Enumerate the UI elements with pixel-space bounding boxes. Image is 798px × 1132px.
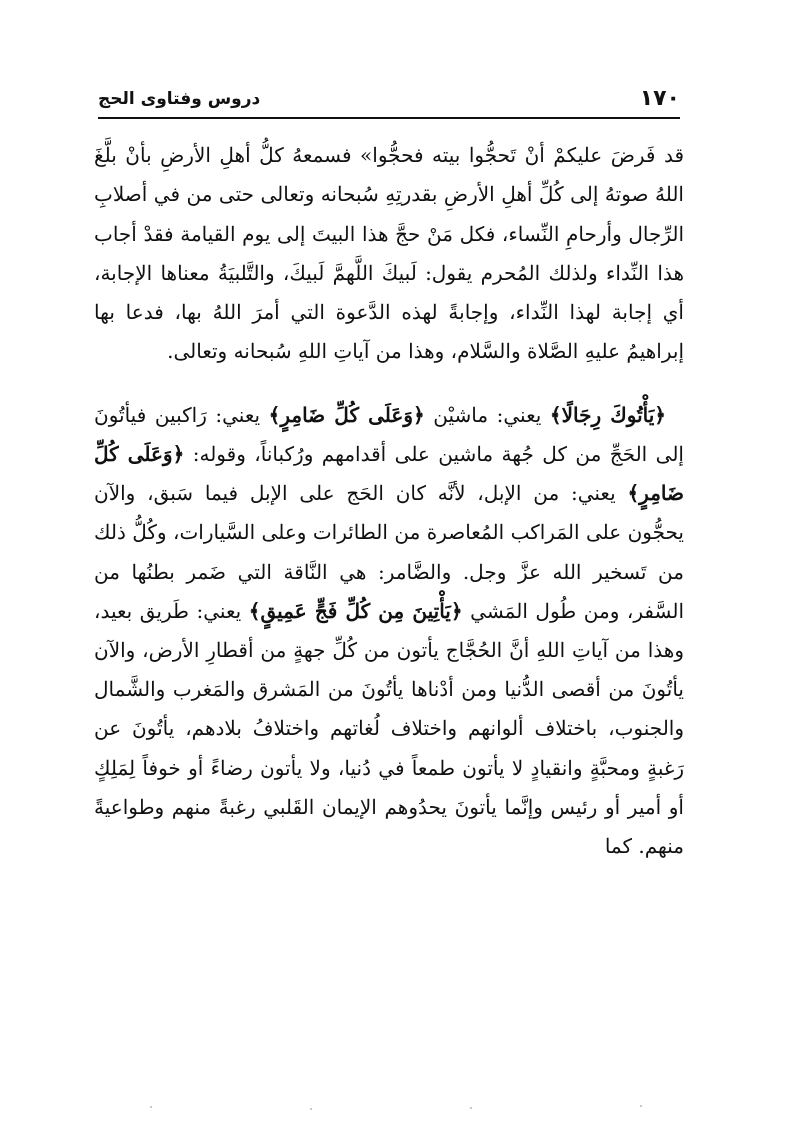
scan-speck — [640, 1105, 642, 1107]
paragraph-text: يعني: من الإبل، لأنَّه كان الحَج على الإبل فيما سَبق، والآن يحجُّون على المَراكب المُعاصرة من الطائرات وعلى السَّيارات، وكُلُّ ذلك من تَسخير الله عزَّ وجل. والضَّامر: هي النَّاقة التي ضَمر بطنُها من السَّفر، ومن طُول المَشي — [94, 481, 685, 623]
body-text — [94, 136, 684, 866]
paragraph-1: قد فَرضَ عليكمْ أنْ تَحجُّوا بيته فحجُّوا» فسمعهُ كلُّ أهلِ الأرضِ بأنْ بلَّغَ اللهُ صوتهُ إلى كُلِّ أهلِ الأرضِ بقدرتِهِ سُبحانه وتعالى حتى من في أصلابِ الرِّجال وأرحامِ النِّساء، فكل مَنْ حجَّ هذا البيتَ إلى يوم القيامة فقدْ أجاب هذا النِّداء ولذلك المُحرم يقول: لَبيكَ اللَّهمَّ لَبيكَ، والتَّلبيَةُ معناها الإجابة، أي إجابة لهذا النِّداء، وإجابةً لهذه الدَّعوة التي أمرَ اللهُ بها، فدعا بها إبراهيمُ عليهِ الصَّلاة والسَّلام، وهذا من آياتِ اللهِ سُبحانه وتعالى. — [94, 143, 684, 364]
paragraph-text: يعني: رَاكبين فيأتُونَ إلى الحَجِّ من كل جُهة ماشين على أقدامهم ورُكباناً، وقوله: — [94, 402, 684, 466]
scan-speck — [310, 1108, 312, 1110]
header-divider — [98, 117, 680, 119]
quran-verse: ﴿وَعَلَى كُلِّ ضَامِرٍ﴾ — [94, 441, 684, 506]
running-title: دروس وفتاوى الحج — [98, 89, 261, 109]
quran-verse: ﴿يَأْتُوكَ رِجَالًا﴾ — [549, 402, 667, 427]
quran-verse: ﴿يَأْتِينَ مِن كُلِّ فَجٍّ عَمِيقٍ﴾ — [248, 598, 463, 623]
paragraph-text: يعني: طَريق بعيد، وهذا من آياتِ اللهِ أنَّ الحُجَّاج يأتون من كُلِّ جهةٍ من أقطارِ الأرض، والآن يأتُونَ من أقصى الدُّنيا ومن أدْناها يأتُونَ من المَشرق والمَغرب والشَّمال والجنوب، باختلاف ألوانهم واختلاف لُغاتهم واختلافُ بلادهم، يأتُونَ عن رَغبةٍ ومحبَّةٍ وانقيادٍ لا يأتون طمعاً في دُنيا، ولا يأتون رضاءً أو خوفاً لِمَلِكٍ أو أمير أو رئيس وإنَّما يأتونَ يحدُوهم الإيمان القَلبي رغبةً منهم وطواعيةً منهم. كما — [94, 598, 684, 859]
paragraph-2 — [94, 396, 684, 866]
page-header — [98, 86, 680, 116]
paragraph-text: يعني: ماشيْن — [424, 402, 550, 427]
scan-speck — [150, 1106, 152, 1108]
page-number: ١٧٠ — [639, 86, 680, 111]
quran-verse: ﴿وَعَلَى كُلِّ ضَامِرٍ﴾ — [268, 402, 425, 427]
scan-speck — [470, 1107, 472, 1109]
